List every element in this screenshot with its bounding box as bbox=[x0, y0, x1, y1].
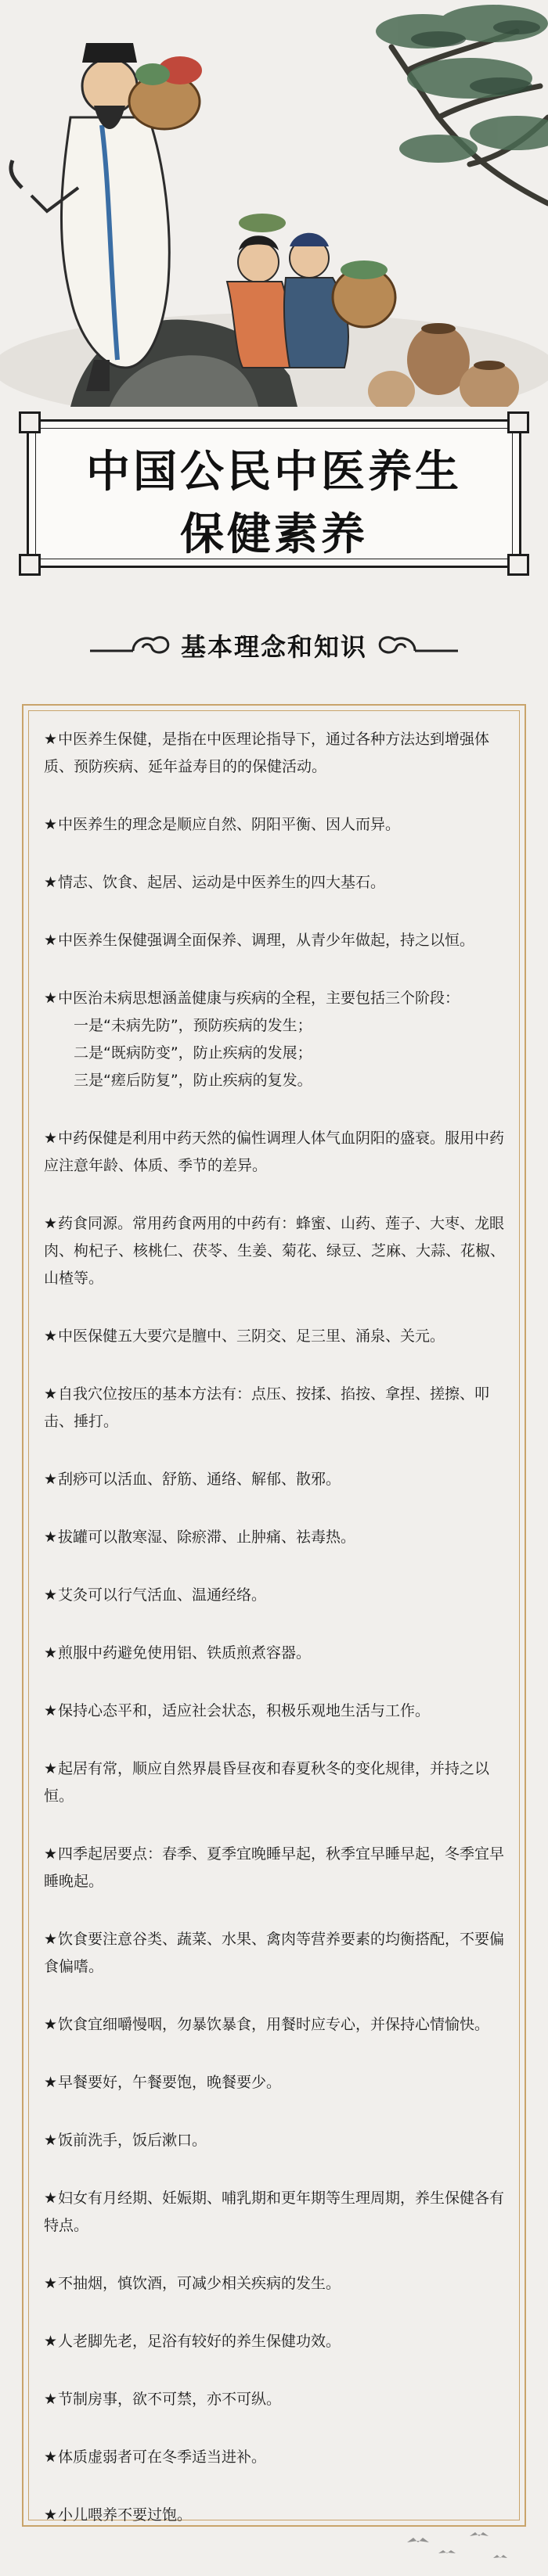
list-item-text: 自我穴位按压的基本方法有：点压、按揉、掐按、拿捏、搓擦、叩击、捶打。 bbox=[44, 1385, 490, 1430]
list-item bbox=[44, 811, 510, 839]
list-item-text: 情志、饮食、起居、运动是中医养生的四大基石。 bbox=[58, 874, 386, 891]
list-item bbox=[44, 1323, 510, 1350]
list-item bbox=[44, 985, 510, 1094]
star-icon: ★ bbox=[44, 1471, 58, 1488]
hero-illustration bbox=[0, 0, 548, 407]
knowledge-list bbox=[44, 726, 510, 2560]
list-item bbox=[44, 2011, 510, 2039]
star-icon: ★ bbox=[44, 2132, 58, 2149]
page-title-line-2: 保健素养 bbox=[180, 509, 368, 560]
list-item-text: 中医养生保健，是指在中医理论指导下，通过各种方法达到增强体质、预防疾病、延年益寿目的的保健活动。 bbox=[44, 731, 490, 775]
star-icon: ★ bbox=[44, 1328, 58, 1345]
list-item-text: 保持心态平和，适应社会状态，积极乐观地生活与工作。 bbox=[58, 1702, 431, 1719]
cloud-ornament-right-icon bbox=[376, 629, 462, 660]
list-item-text: 拔罐可以散寒湿、除瘀滞、止肿痛、祛毒热。 bbox=[58, 1529, 356, 1546]
content-frame bbox=[22, 704, 526, 2527]
list-item-text: 妇女有月经期、妊娠期、哺乳期和更年期等生理周期，养生保健各有特点。 bbox=[44, 2190, 505, 2234]
list-item bbox=[44, 2270, 510, 2298]
section-title: 基本理念和知识 bbox=[180, 632, 367, 662]
list-item bbox=[44, 1926, 510, 1981]
star-icon: ★ bbox=[44, 1586, 58, 1604]
list-item-text: 节制房事，欲不可禁，亦不可纵。 bbox=[58, 2391, 282, 2408]
list-item-text: 四季起居要点：春季、夏季宜晚睡早起，秋季宜早睡早起，冬季宜早睡晚起。 bbox=[44, 1845, 505, 1890]
star-icon: ★ bbox=[44, 1845, 58, 1863]
list-item-text: 起居有常，顺应自然界晨昏昼夜和春夏秋冬的变化规律，并持之以恒。 bbox=[44, 1760, 490, 1805]
star-icon: ★ bbox=[44, 1529, 58, 1546]
list-item-text: 中药保健是利用中药天然的偏性调理人体气血阴阳的盛衰。服用中药应注意年龄、体质、季节的差异。 bbox=[44, 1130, 505, 1174]
list-item bbox=[44, 1210, 510, 1292]
star-icon: ★ bbox=[44, 932, 58, 949]
list-item bbox=[44, 927, 510, 954]
herbalist-painting bbox=[0, 0, 548, 407]
frame-corner bbox=[507, 411, 529, 433]
list-item bbox=[44, 2185, 510, 2240]
list-item-text: 体质虚弱者可在冬季适当进补。 bbox=[58, 2448, 267, 2466]
list-item-text: 艾灸可以行气活血、温通经络。 bbox=[58, 1586, 267, 1604]
list-item bbox=[44, 2386, 510, 2413]
list-sub-item: 三是“瘥后防复”，防止疾病的复发。 bbox=[74, 1072, 312, 1089]
list-item bbox=[44, 1640, 510, 1667]
star-icon: ★ bbox=[44, 2074, 58, 2091]
star-icon: ★ bbox=[44, 2016, 58, 2033]
star-icon: ★ bbox=[44, 1644, 58, 1662]
star-icon: ★ bbox=[44, 2391, 58, 2408]
star-icon: ★ bbox=[44, 1931, 58, 1948]
list-item-text: 饭前洗手，饭后漱口。 bbox=[58, 2132, 207, 2149]
star-icon: ★ bbox=[44, 874, 58, 891]
star-icon: ★ bbox=[44, 2275, 58, 2292]
list-item bbox=[44, 1755, 510, 1810]
list-item bbox=[44, 1466, 510, 1493]
list-item bbox=[44, 1381, 510, 1435]
section-heading bbox=[0, 618, 548, 665]
star-icon: ★ bbox=[44, 1385, 58, 1403]
list-item bbox=[44, 726, 510, 781]
list-item bbox=[44, 1125, 510, 1180]
star-icon: ★ bbox=[44, 1130, 58, 1147]
star-icon: ★ bbox=[44, 816, 58, 833]
list-item bbox=[44, 2328, 510, 2355]
list-item-text: 早餐要好，午餐要饱，晚餐要少。 bbox=[58, 2074, 282, 2091]
star-icon: ★ bbox=[44, 2506, 58, 2524]
list-item bbox=[44, 869, 510, 896]
list-item-text: 中医保健五大要穴是膻中、三阴交、足三里、涌泉、关元。 bbox=[58, 1328, 445, 1345]
footer-decoration bbox=[0, 2519, 548, 2573]
list-item-text: 饮食宜细嚼慢咽，勿暴饮暴食，用餐时应专心，并保持心情愉快。 bbox=[58, 2016, 490, 2033]
list-item-text: 不抽烟，慎饮酒，可减少相关疾病的发生。 bbox=[58, 2275, 341, 2292]
list-item-text: 中医养生保健强调全面保养、调理，从青少年做起，持之以恒。 bbox=[58, 932, 475, 949]
list-sub-item: 一是“未病先防”，预防疾病的发生； bbox=[74, 1017, 312, 1034]
star-icon: ★ bbox=[44, 2333, 58, 2350]
list-item-text: 中医养生的理念是顺应自然、阴阳平衡、因人而异。 bbox=[58, 816, 401, 833]
list-sub-item: 二是“既病防变”，防止疾病的发展； bbox=[74, 1044, 312, 1062]
list-item bbox=[44, 1698, 510, 1725]
list-item-text: 药食同源。常用药食两用的中药有：蜂蜜、山药、莲子、大枣、龙眼肉、枸杞子、核桃仁、茯苓、生姜、菊花、绿豆、芝麻、大蒜、花椒、山楂等。 bbox=[44, 1215, 506, 1287]
star-icon: ★ bbox=[44, 1760, 58, 1777]
star-icon: ★ bbox=[44, 990, 58, 1007]
title-frame bbox=[27, 419, 521, 568]
list-item-text: 人老脚先老，足浴有较好的养生保健功效。 bbox=[58, 2333, 341, 2350]
star-icon: ★ bbox=[44, 1702, 58, 1719]
list-item-text: 中医治未病思想涵盖健康与疾病的全程，主要包括三个阶段： bbox=[58, 990, 460, 1007]
star-icon: ★ bbox=[44, 731, 58, 748]
list-item bbox=[44, 1582, 510, 1609]
list-item-text: 刮痧可以活血、舒筋、通络、解郁、散邪。 bbox=[58, 1471, 341, 1488]
star-icon: ★ bbox=[44, 2190, 58, 2207]
list-item bbox=[44, 1524, 510, 1551]
birds-icon bbox=[0, 2519, 548, 2573]
list-item bbox=[44, 2069, 510, 2096]
frame-corner bbox=[19, 411, 41, 433]
list-item-text: 小儿喂养不要过饱。 bbox=[58, 2506, 193, 2524]
list-item-text: 煎服中药避免使用铝、铁质煎煮容器。 bbox=[58, 1644, 312, 1662]
star-icon: ★ bbox=[44, 1215, 58, 1232]
list-item bbox=[44, 2127, 510, 2154]
list-item bbox=[44, 1841, 510, 1895]
page-title-line-1: 中国公民中医养生 bbox=[86, 447, 462, 498]
star-icon: ★ bbox=[44, 2448, 58, 2466]
list-item-text: 饮食要注意谷类、蔬菜、水果、禽肉等营养要素的均衡搭配，不要偏食偏嗜。 bbox=[44, 1931, 505, 1975]
list-item bbox=[44, 2444, 510, 2471]
